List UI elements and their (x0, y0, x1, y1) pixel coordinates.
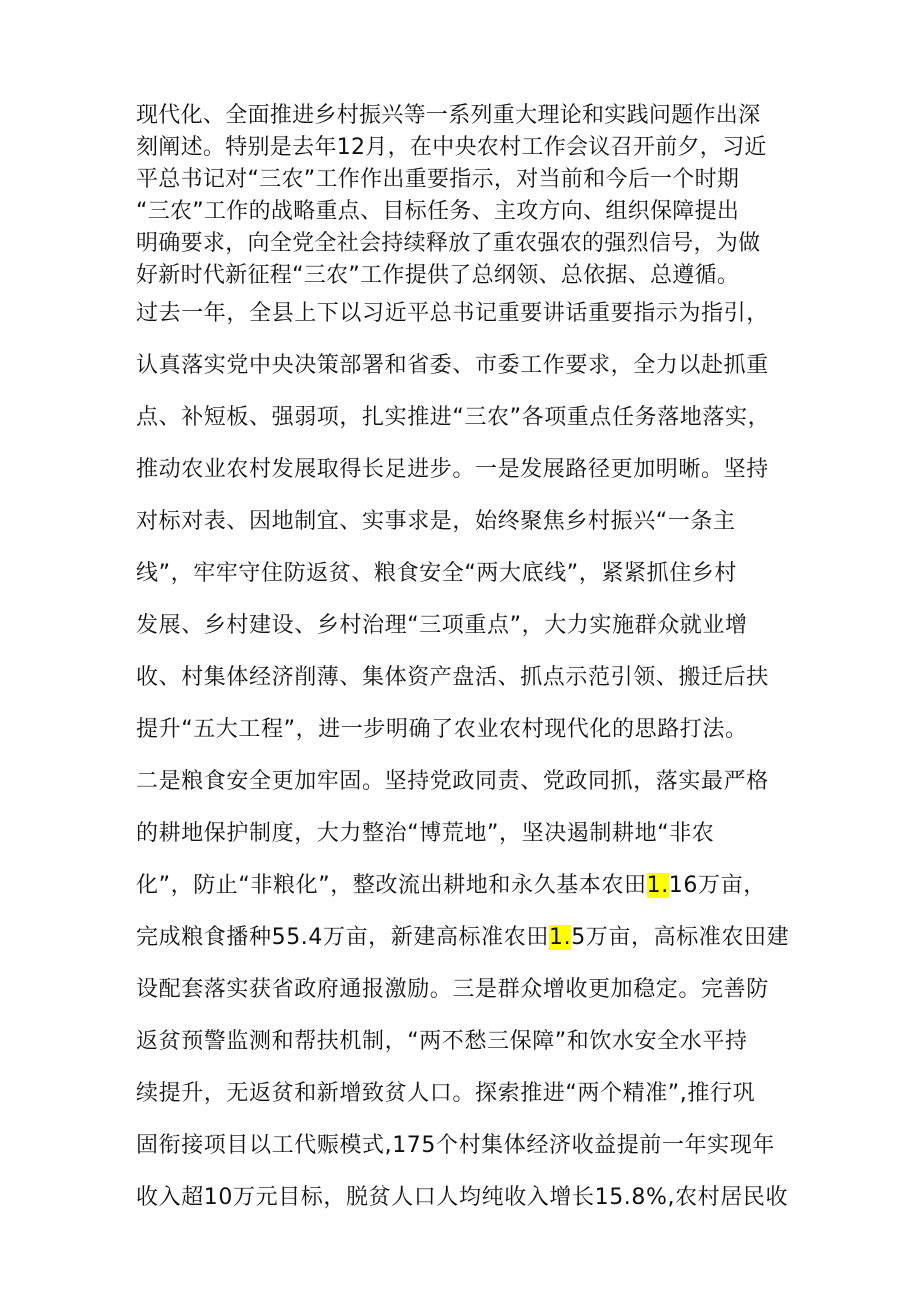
text-line: 平总书记对“三农”工作作出重要指示，对当前和今后一个时期 (136, 167, 740, 192)
text-line (136, 860, 796, 912)
text-line: 设配套落实获省政府通报激励。三是群众增收更加稳定。完善防 (136, 977, 769, 1002)
text-line: 的耕地保护制度，大力整治“博荒地”，坚决遏制耕地“非农 (136, 821, 715, 846)
text-line (136, 912, 796, 964)
text-line: 刻阐述。特别是去年12月，在中央农村工作会议召开前夕，习近 (136, 135, 767, 160)
text-line: 二是粮食安全更加牢固。坚持党政同责、党政同抓，落实最严格 (136, 769, 769, 794)
text-line: 现代化、全面推进乡村振兴等一系列重大理论和实践问题作出深 (136, 103, 761, 128)
text-line: 固衔接项目以工代赈模式,175个村集体经济收益提前一年实现年 (136, 1133, 775, 1158)
text-segment: 化”，防止“非粮化”，整改流出耕地和永久基本农田 (136, 873, 647, 898)
text-line: 发展、乡村建设、乡村治理“三项重点”，大力实施群众就业增 (136, 613, 748, 638)
text-line: 好新时代新征程“三农”工作提供了总纲领、总依据、总遵循。 (136, 263, 740, 288)
highlighted-text: 1. (646, 873, 669, 898)
text-line: 认真落实党中央决策部署和省委、市委工作要求，全力以赴抓重 (136, 353, 769, 378)
paragraph-2 (136, 288, 796, 1224)
text-segment: 16万亩， (668, 873, 766, 898)
paragraph-1 (136, 100, 796, 292)
text-line: “三农”工作的战略重点、目标任务、主攻方向、组织保障提出 (136, 199, 740, 224)
text-line: 明确要求，向全党全社会持续释放了重农强农的强烈信号，为做 (136, 231, 761, 256)
text-line: 收、村集体经济削薄、集体资产盘活、抓点示范引领、搬迁后扶 (136, 665, 769, 690)
text-line: 收入超10万元目标，脱贫人口人均纯收入增长15.8%,农村居民收 (136, 1185, 789, 1210)
text-line: 对标对表、因地制宜、实事求是，始终聚焦乡村振兴“一条主 (136, 509, 736, 534)
text-line: 返贫预警监测和帮扶机制，“两不愁三保障”和饮水安全水平持 (136, 1029, 748, 1054)
text-segment: 完成粮食播种55.4万亩，新建高标准农田 (136, 925, 549, 950)
highlighted-text: 1. (549, 925, 572, 950)
text-line: 续提升，无返贫和新增致贫人口。探索推进“两个精准”,推行巩 (136, 1081, 756, 1106)
text-line: 提升“五大工程”，进一步明确了农业农村现代化的思路打法。 (136, 717, 748, 742)
text-line: 点、补短板、强弱项，扎实推进“三农”各项重点任务落地落实， (136, 405, 771, 430)
text-line: 推动农业农村发展取得长足进步。一是发展路径更加明晰。坚持 (136, 457, 769, 482)
text-line: 过去一年，全县上下以习近平总书记重要讲话重要指示为指引， (136, 301, 769, 326)
text-line: 线”，牢牢守住防返贫、粮食安全“两大底线”，紧紧抓住乡村 (136, 561, 737, 586)
text-segment: 5万亩，高标准农田建 (571, 925, 790, 950)
